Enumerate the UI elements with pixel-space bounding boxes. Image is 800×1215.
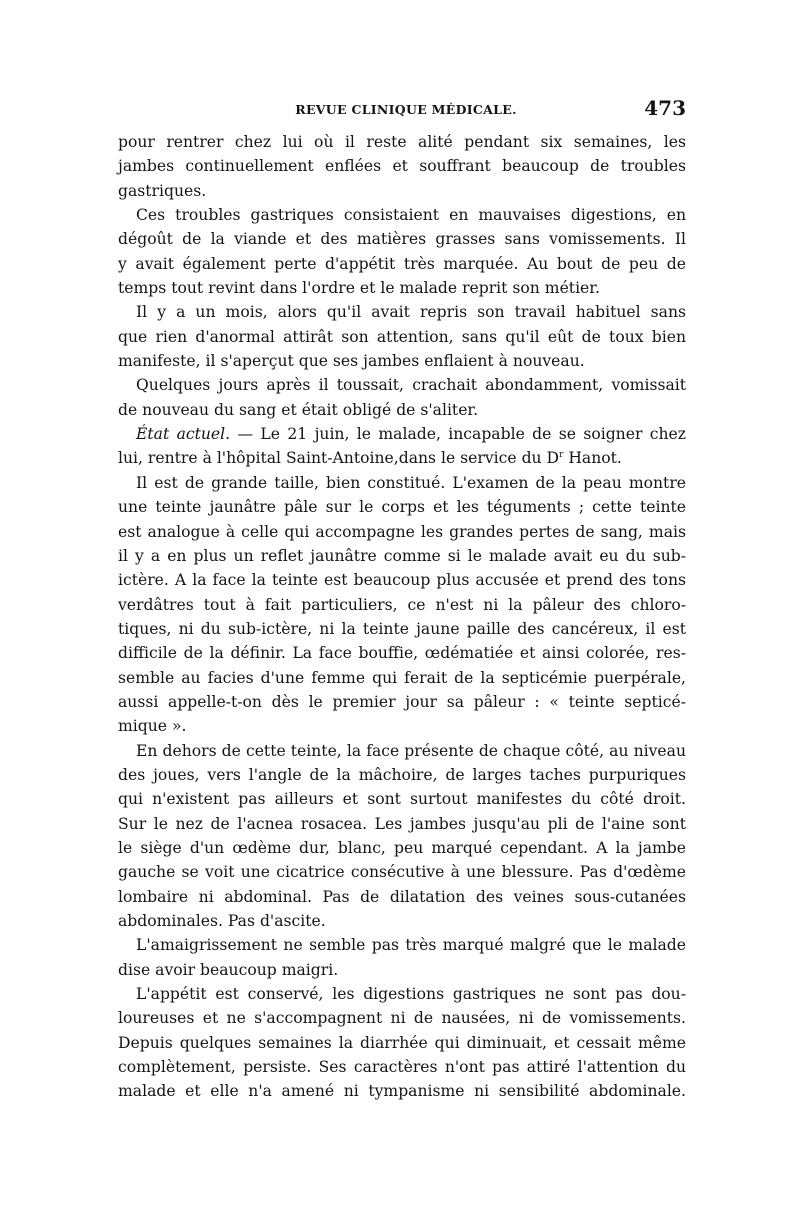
text-line: temps tout revint dans l'ordre et le malade reprit son métier.: [118, 279, 600, 298]
text-line: y avait également perte d'appétit très marquée. Au bout de peu de: [118, 254, 686, 273]
text-line: loureuses et ne s'accompagnent ni de nausées, ni de vomissements.: [118, 1009, 686, 1028]
text-line: gauche se voit une cicatrice consécutive à une blessure. Pas d'œdème: [118, 863, 686, 882]
text-line: Il y a un mois, alors qu'il avait repris son travail habituel sans: [136, 303, 686, 322]
text-line: dise avoir beaucoup maigri.: [118, 960, 339, 979]
text-line: Depuis quelques semaines la diarrhée qui diminuait, et cessait même: [118, 1033, 686, 1052]
text-line: aussi appelle-t-on dès le premier jour sa pâleur : « teinte septicé-: [118, 692, 686, 711]
text-line: En dehors de cette teinte, la face présente de chaque côté, au niveau: [136, 741, 686, 760]
document-page: [118, 96, 686, 1104]
text-line: qui n'existent pas ailleurs et sont surtout manifestes du côté droit.: [118, 790, 686, 809]
text-line: tiques, ni du sub-ictère, ni la teinte jaune paille des cancéreux, il est: [118, 619, 686, 638]
text-line: Ces troubles gastriques consistaient en mauvaises digestions, en: [136, 206, 686, 225]
text-line: est analogue à celle qui accompagne les grandes pertes de sang, mais: [118, 522, 686, 541]
text-line: Quelques jours après il toussait, crachait abondamment, vomissait: [136, 376, 686, 395]
text-line: il y a en plus un reflet jaunâtre comme si le malade avait eu du sub-: [118, 546, 686, 565]
text-line: mique ».: [118, 717, 187, 736]
page-number: 473: [644, 96, 686, 120]
doctor-name: Hanot.: [563, 449, 622, 468]
page-header: [118, 96, 686, 130]
text-line: de nouveau du sang et était obligé de s'aliter.: [118, 400, 479, 419]
text-line: lombaire ni abdominal. Pas de dilatation des veines sous-cutanées: [118, 887, 686, 906]
text-line: le siège d'un œdème dur, blanc, peu marqué cependant. A la jambe: [118, 838, 686, 857]
text-line: manifeste, il s'aperçut que ses jambes enflaient à nouveau.: [118, 352, 585, 371]
text-line: jambes continuellement enflées et souffrant beaucoup de troubles: [118, 157, 686, 176]
text-line: ictère. A la face la teinte est beaucoup plus accusée et prend des tons: [118, 571, 686, 590]
text-line: malade et elle n'a amené ni tympanisme ni sensibilité abdominale.: [118, 1082, 686, 1101]
text-line: une teinte jaunâtre pâle sur le corps et les téguments ; cette teinte: [118, 498, 686, 517]
text-line: [118, 446, 686, 470]
text-line: abdominales. Pas d'ascite.: [118, 912, 326, 930]
text-line: pour rentrer chez lui où il reste alité pendant six semaines, les: [118, 133, 686, 151]
text-line: complètement, persiste. Ses caractères n'ont pas attiré l'attention du: [118, 1058, 686, 1077]
text-line: dégoût de la viande et des matières grasses sans vomissements. Il: [118, 230, 686, 249]
text-line-main: lui, rentre à l'hôpital Saint-Antoine,dans le service du D: [118, 449, 560, 468]
text-line: gastriques.: [118, 181, 207, 200]
text-line: L'appétit est conservé, les digestions gastriques ne sont pas dou-: [136, 985, 686, 1004]
text-line: des joues, vers l'angle de la mâchoire, de larges taches purpuriques: [118, 765, 686, 784]
section-label-etat-actuel: État actuel.: [136, 425, 231, 444]
text-line-etat-actuel: [118, 422, 686, 446]
text-line: Il est de grande taille, bien constitué. L'examen de la peau montre: [136, 473, 686, 492]
text-line: Sur le nez de l'acnea rosacea. Les jambes jusqu'au pli de l'aine sont: [118, 814, 686, 833]
text-line: semble au facies d'une femme qui ferait de la septicémie puerpérale,: [118, 668, 686, 687]
text-line: que rien d'anormal attirât son attention, sans qu'il eût de toux bien: [118, 327, 686, 346]
superscript-r: r: [559, 450, 564, 461]
text-line: difficile de la définir. La face bouffie, œdématiée et ainsi colorée, res-: [118, 644, 686, 663]
text-line: verdâtres tout à fait particuliers, ce n'est ni la pâleur des chloro-: [118, 595, 686, 614]
text-line: L'amaigrissement ne semble pas très marqué malgré que le malade: [136, 936, 686, 955]
running-title: REVUE CLINIQUE MÉDICALE.: [295, 102, 517, 117]
etat-actuel-text: — Le 21 juin, le malade, incapable de se soigner chez: [237, 425, 686, 444]
body-text: [118, 130, 686, 1104]
